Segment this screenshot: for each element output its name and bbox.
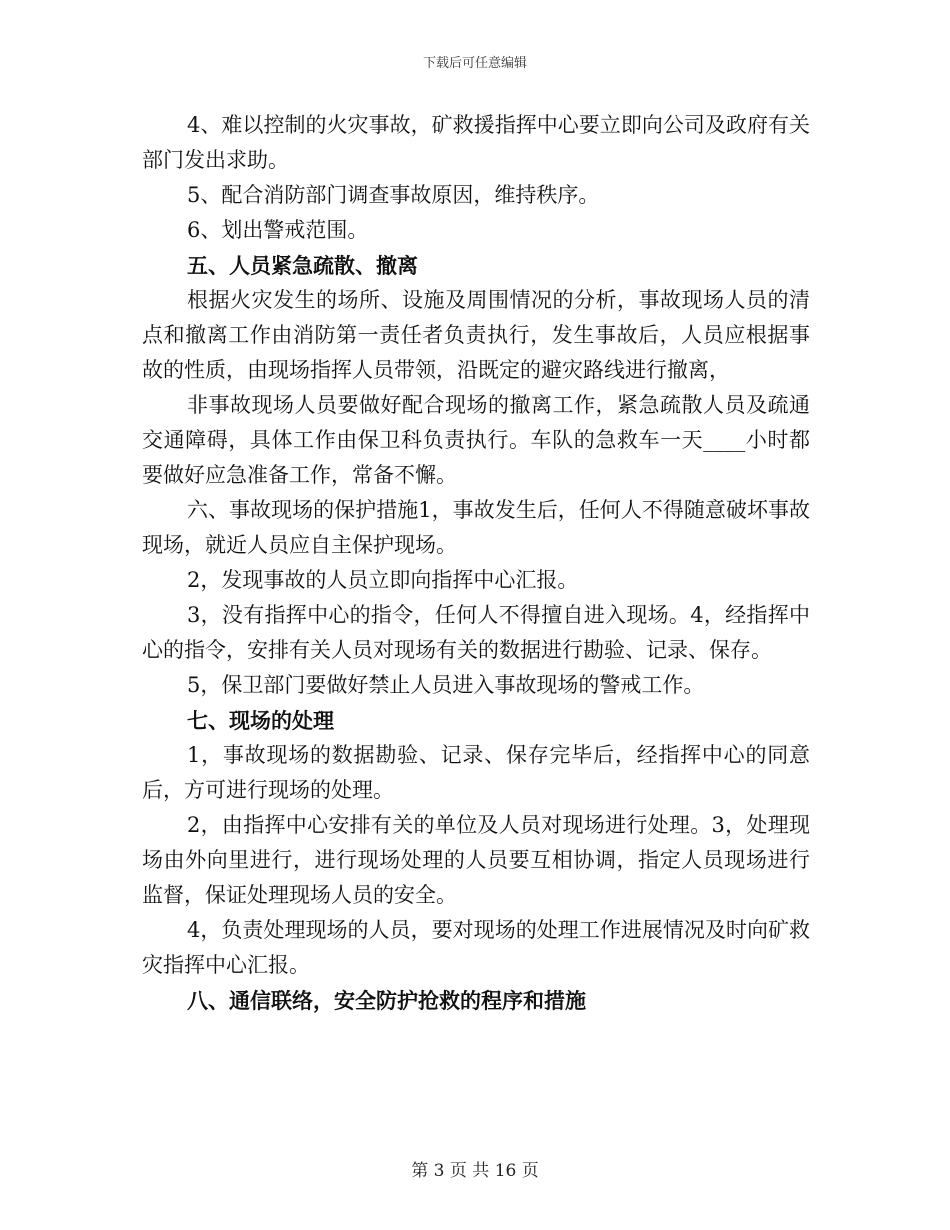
page-number-footer: 第 3 页 共 16 页 [411, 1161, 539, 1181]
paragraph-no-entry: 3，没有指挥中心的指令，任何人不得擅自进入现场。4，经指挥中心的指令，安排有关人员对现场有关的数据进行勘验、记录、保存。 [142, 603, 810, 662]
paragraph-handling-4: 4，负责处理现场的人员，要对现场的处理工作进展情况及时向矿救灾指挥中心汇报。 [142, 918, 810, 977]
paragraph-section-6: 六、事故现场的保护措施1，事故发生后，任何人不得随意破坏事故现场，就近人员应自主保护现场。 [142, 498, 810, 557]
paragraph-handling-1: 1，事故现场的数据勘验、记录、保存完毕后，经指挥中心的同意后，方可进行现场的处理。 [142, 743, 810, 802]
section-heading-7: 七、现场的处理 [187, 708, 334, 733]
paragraph-item-4: 4、难以控制的火灾事故，矿救援指挥中心要立即向公司及政府有关部门发出求助。 [142, 113, 810, 172]
paragraph-item-6: 6、划出警戒范围。 [187, 218, 369, 242]
document-body [142, 108, 810, 1018]
paragraph-item-5: 5、配合消防部门调查事故原因，维持秩序。 [187, 183, 600, 207]
paragraph-report: 2，发现事故的人员立即向指挥中心汇报。 [187, 568, 579, 592]
section-heading-5: 五、人员紧急疏散、撤离 [187, 253, 418, 278]
paragraph-handling-2: 2，由指挥中心安排有关的单位及人员对现场进行处理。3，处理现场由外向里进行，进行现场处理的人员要互相协调，指定人员现场进行监督，保证处理现场人员的安全。 [142, 813, 810, 907]
section-heading-8: 八、通信联络，安全防护抢救的程序和措施 [187, 988, 586, 1013]
paragraph-security-cordon: 5，保卫部门要做好禁止人员进入事故现场的警戒工作。 [187, 673, 705, 697]
page-header-note: 下载后可任意编辑 [422, 56, 527, 71]
paragraph-evacuation: 根据火灾发生的场所、设施及周围情况的分析，事故现场人员的清点和撤离工作由消防第一责任者负责执行，发生事故后，人员应根据事故的性质，由现场指挥人员带领，沿既定的避灾路线进行撤离， [142, 288, 810, 382]
paragraph-non-scene-personnel: 非事故现场人员要做好配合现场的撤离工作，紧急疏散人员及疏通交通障碍，具体工作由保卫科负责执行。车队的急救车一天____小时都要做好应急准备工作，常备不懈。 [142, 393, 810, 487]
